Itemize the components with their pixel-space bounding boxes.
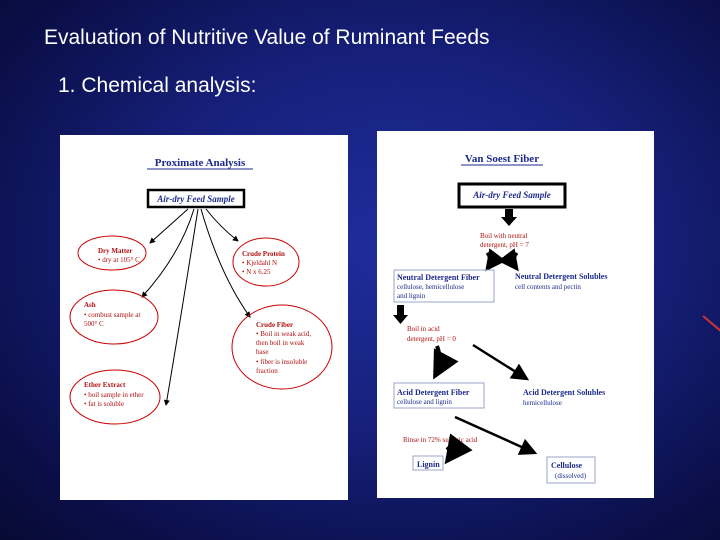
step2-line-1: Boil in acid — [407, 325, 440, 333]
crude-fiber-title: Crude Fiber — [256, 321, 294, 329]
ether-extract-line-2: • fat is soluble — [84, 400, 124, 408]
lignin-label: Lignin — [417, 460, 440, 469]
dry-matter-title: Dry Matter — [98, 247, 133, 255]
step1-line-1: Boil with neutral — [480, 232, 528, 240]
ash-line-1: • combust sample at — [84, 311, 141, 319]
slide-subtitle: 1. Chemical analysis: — [58, 74, 257, 97]
crude-protein-line-1: • Kjeldahl N — [242, 259, 278, 267]
step2-line-2: detergent, pH = 0 — [407, 335, 456, 343]
proximate-analysis-diagram — [60, 135, 348, 500]
step3-label: Rinse in 72% sulfuric acid — [403, 436, 478, 444]
crude-fiber-line-5: fraction — [256, 367, 278, 375]
adf-line-1: cellulose and lignin — [397, 398, 452, 406]
crude-fiber-line-3: base — [256, 348, 269, 356]
ndf-line-2: and lignin — [397, 292, 426, 300]
decorative-line — [702, 315, 720, 332]
crude-protein-title: Crude Protein — [242, 250, 285, 258]
crude-fiber-node — [232, 305, 332, 389]
ads-title: Acid Detergent Solubles — [523, 388, 606, 397]
van-soest-sample-label: Air-dry Feed Sample — [473, 190, 551, 200]
ads-line-1: hemicellulose — [523, 399, 562, 407]
cellulose-label: Cellulose — [551, 461, 583, 470]
crude-fiber-line-2: then boil in weak — [256, 339, 305, 347]
slide-title: Evaluation of Nutritive Value of Ruminant Feeds — [44, 26, 490, 49]
proximate-sample-label: Air-dry Feed Sample — [157, 194, 235, 204]
adf-title: Acid Detergent Fiber — [397, 388, 470, 397]
cellulose-dissolved: (dissolved) — [555, 472, 587, 480]
nds-line-1: cell contents and pectin — [515, 283, 581, 291]
crude-fiber-line-4: • fiber is insoluble — [256, 358, 308, 366]
ndf-title: Neutral Detergent Fiber — [397, 273, 480, 282]
ash-title: Ash — [84, 301, 96, 309]
van-soest-diagram — [377, 131, 654, 498]
ash-line-2: 500° C — [84, 320, 104, 328]
crude-fiber-line-1: • Boil in weak acid, — [256, 330, 312, 338]
ether-extract-line-1: • boil sample in ether — [84, 391, 144, 399]
proximate-heading: Proximate Analysis — [154, 157, 246, 169]
nds-title: Neutral Detergent Solubles — [515, 272, 608, 281]
ndf-line-1: cellulose, hemicellulose — [397, 283, 465, 291]
ether-extract-title: Ether Extract — [84, 381, 126, 389]
dry-matter-line: • dry at 105° C — [98, 256, 140, 264]
crude-protein-line-2: • N x 6.25 — [242, 268, 271, 276]
step1-line-2: detergent, pH = 7 — [480, 241, 529, 249]
van-soest-heading: Van Soest Fiber — [464, 153, 540, 165]
